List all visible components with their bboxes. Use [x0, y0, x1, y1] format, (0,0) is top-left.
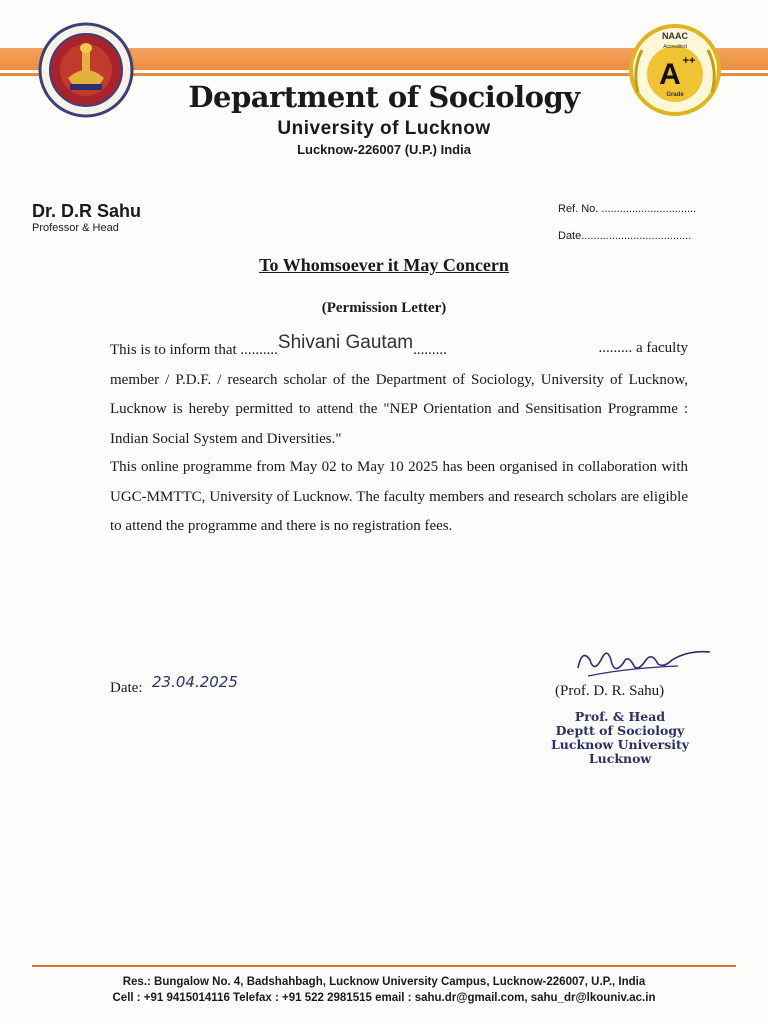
letter-heading: To Whomsoever it May Concern [259, 255, 509, 275]
naac-label: NAAC [662, 31, 688, 41]
stamp-line: Deptt of Sociology [555, 723, 685, 738]
footer-rule [32, 965, 736, 967]
department-title: Department of Sociology [188, 80, 580, 114]
official-stamp [540, 710, 700, 766]
signature [568, 638, 718, 684]
university-name: University of Lucknow [277, 118, 491, 139]
paragraph-1 [110, 334, 688, 454]
stamp-line: Lucknow [588, 751, 652, 766]
filled-name: Shivani Gautam [277, 332, 414, 353]
line1-suffix: ......... a faculty [598, 340, 688, 356]
stamp-line: Prof. & Head [574, 709, 666, 724]
paragraph-1-first-line [110, 334, 688, 366]
naac-accredited: Accredited [663, 44, 687, 50]
university-address: Lucknow-226007 (U.P.) India [297, 142, 471, 157]
naac-grade-plus: ++ [682, 55, 696, 67]
paragraph-1-rest: member / P.D.F. / research scholar of the Department of Sociology, University of Lucknow, Lucknow is hereby permitted to attend the "NEP Orientation and Sensitisation Programme : Indian Social System and Diversities." [110, 371, 688, 447]
signatory-name: (Prof. D. R. Sahu) [555, 683, 665, 699]
footer-address: Res.: Bungalow No. 4, Badshahbagh, Lucknow University Campus, Lucknow-226007, U.P., India [122, 976, 646, 988]
inform-text: This is to inform that .......... [110, 342, 278, 358]
line1-prefix: This is to inform that ..........Shivani Gautam......... [110, 334, 447, 366]
sender-title: Professor & Head [32, 222, 119, 234]
handwritten-date: 23.04.2025 [152, 673, 238, 691]
ref-number: Ref. No. ............................... [558, 203, 697, 215]
sender-name: Dr. D.R Sahu [32, 201, 142, 221]
footer-contact: Cell : +91 9415014116 Telefax : +91 522 2981515 email : sahu.dr@gmail.com, sahu_dr@lkouniv.ac.in [112, 992, 656, 1004]
paragraph-2: This online programme from May 02 to May 10 2025 has been organised in collaboration with UGC-MMTTC, University of Lucknow. The faculty members and research scholars are eligible to attend the programme and there is no registration fees. [110, 459, 688, 534]
closing-date-label: Date: [110, 680, 143, 696]
letter-subheading: (Permission Letter) [321, 300, 447, 316]
ref-date: Date.................................... [558, 230, 692, 242]
naac-grade-label: Grade [666, 92, 684, 98]
stamp-line: Lucknow University [550, 737, 690, 752]
naac-grade: A [659, 58, 681, 91]
filled-name-field [278, 334, 413, 366]
